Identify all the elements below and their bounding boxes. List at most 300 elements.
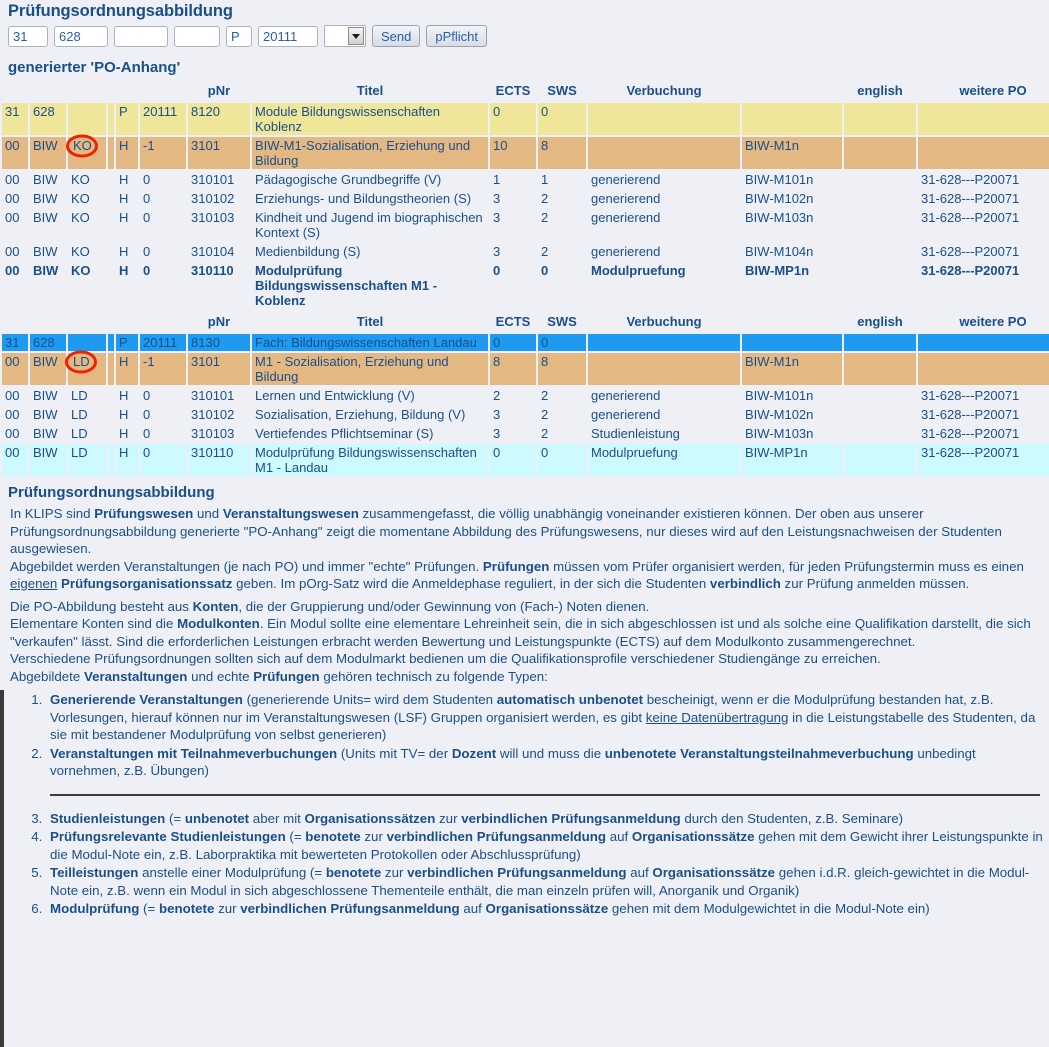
list-item-emph: Organisationssätze <box>652 865 776 880</box>
section-divider <box>50 794 1040 796</box>
th-verbuchung: Verbuchung <box>626 314 702 329</box>
cell-spacer <box>108 171 114 188</box>
list-item-text: auf <box>606 829 632 844</box>
cell-ects: 0 <box>493 263 501 278</box>
p2-a: Abgebildet werden Veranstaltungen (je nach PO) und immer "echte" Prüfungen. <box>10 558 483 574</box>
cell-sub: 0 <box>140 444 186 476</box>
cell-verbuchung: generierend <box>591 407 661 422</box>
explanation-paragraph-3 <box>10 598 1045 616</box>
cell-spacer <box>108 190 114 207</box>
p1-d: zusammengefasst, die völlig unabhängig voneinander existieren können. Der oben aus unserer Prüfungsordnungsabbildung generierte "PO-Anhang" zeigt die momentane Abbildung des Prüfungswesens, nur dieses wird auf den Leistungsnachweisen der Studenten ausgewiesen. <box>10 506 1002 556</box>
cell-verbuchung <box>588 334 740 351</box>
table-row <box>2 425 1049 442</box>
th-pnr: pNr <box>207 314 231 329</box>
th-english: english <box>857 314 903 329</box>
cell-sws: 0 <box>538 103 586 135</box>
cell-key-2: BIW <box>33 172 58 187</box>
cell-spacer <box>108 334 114 351</box>
list-item-text: (generierende Units= wird dem Studenten <box>242 692 497 707</box>
list-item-emph: verbindlichen Prüfungsanmeldung <box>240 901 460 916</box>
cell-pnr: 3101 <box>188 137 250 169</box>
list-item-text: zur <box>381 865 408 880</box>
th-titel: Titel <box>356 314 384 329</box>
list-item-emph: Organisationssätze <box>631 829 755 844</box>
cell-weitere-po: 31-628---P20071 <box>921 210 1020 225</box>
p6-c: und echte <box>187 668 254 684</box>
cell-type: H <box>119 244 129 259</box>
circled-code <box>71 138 94 153</box>
cell-titel: Fach: Bildungswissenschaften Landau <box>252 334 488 351</box>
list-item-emph: benotete <box>158 901 215 916</box>
cell-ects: 10 <box>490 137 536 169</box>
explanation-heading: Prüfungsordnungsabbildung <box>8 484 215 501</box>
cell-key-1: 31 <box>2 334 28 351</box>
cell-sub: 0 <box>143 191 151 206</box>
cell-sub: -1 <box>140 353 186 385</box>
cell-key-3 <box>68 137 106 169</box>
cell-english <box>844 444 916 476</box>
cell-ects: 3 <box>493 210 501 225</box>
p1-c: und <box>193 506 223 521</box>
cell-key-2: BIW <box>30 353 66 385</box>
cell-english <box>844 243 916 260</box>
cell-key-3: LD <box>68 444 106 476</box>
cell-titel: Kindheit und Jugend im biographischen Kontext (S) <box>255 210 483 240</box>
explanation-paragraph-4 <box>10 615 1045 650</box>
cell-ects: 0 <box>490 334 536 351</box>
cell-ects: 3 <box>493 191 501 206</box>
cell-sws: 1 <box>541 172 549 187</box>
list-item-emph: verbindlichen Prüfungsanmeldung <box>386 829 607 844</box>
cell-key-3: KO <box>71 263 91 278</box>
cell-english <box>844 137 916 169</box>
cell-weitere-po: 31-628---P20071 <box>921 426 1020 441</box>
list-item-title: Veranstaltungen mit Teilnahmeverbuchungen <box>50 745 338 761</box>
cell-sub: -1 <box>140 137 186 169</box>
cell-key-3: LD <box>71 388 88 403</box>
cell-key-1: 00 <box>5 172 20 187</box>
cell-pnr: 310102 <box>191 191 235 206</box>
cell-titel: BIW-M1-Sozialisation, Erziehung und Bildung <box>252 137 488 169</box>
cell-type: H <box>119 191 129 206</box>
types-list-part2 <box>0 810 1049 918</box>
p2-bold-3: verbindlich <box>709 576 781 591</box>
cell-key-2: BIW <box>30 137 66 169</box>
cell-ects: 8 <box>490 353 536 385</box>
cell-key-3 <box>68 353 106 385</box>
cell-type: H <box>116 137 138 169</box>
cell-type: P <box>116 103 138 135</box>
th-blank-7 <box>742 313 842 332</box>
cell-verbuchung: generierend <box>591 191 661 206</box>
cell-english <box>844 353 916 385</box>
cell-english <box>844 103 916 135</box>
cell-sws: 2 <box>541 407 549 422</box>
cell-pnr: 310110 <box>188 444 250 476</box>
th-blank-2 <box>30 313 66 332</box>
cell-key-2: 628 <box>30 103 66 135</box>
cell-type: P <box>116 334 138 351</box>
cell-english <box>844 387 916 404</box>
cell-key-1: 00 <box>5 426 20 441</box>
list-item-text: will und muss die <box>496 745 605 761</box>
cell-sub: 0 <box>143 244 151 259</box>
th-sws: SWS <box>547 314 577 329</box>
cell-spacer <box>108 243 114 260</box>
cell-key-3: LD <box>71 407 88 422</box>
cell-ects: 3 <box>493 426 501 441</box>
chevron-down-icon <box>348 27 364 45</box>
th-english: english <box>857 83 903 98</box>
p6-bold-2: Prüfungen <box>253 668 320 684</box>
table-row <box>2 353 1049 385</box>
cell-kuerzel: BIW-M1n <box>742 353 842 385</box>
po-term-field[interactable] <box>258 26 318 47</box>
list-item <box>46 691 1049 744</box>
cell-ects: 1 <box>493 172 501 187</box>
th-pnr: pNr <box>207 83 231 98</box>
p2-e: geben. Im pOrg-Satz wird die Anmeldephase reguliert, in der sich die Studenten <box>232 576 710 591</box>
cell-type: H <box>119 407 129 422</box>
list-item-text: auf <box>459 901 486 916</box>
explanation-paragraph-1 <box>10 505 1045 558</box>
cell-key-1: 00 <box>2 353 28 385</box>
list-item-emph: verbindlichen Prüfungsanmeldung <box>407 865 627 880</box>
cell-ects: 0 <box>490 103 536 135</box>
cell-key-1: 00 <box>2 444 28 476</box>
p6-a: Abgebildete <box>10 668 84 684</box>
cell-verbuchung: generierend <box>591 244 661 259</box>
list-item-emph: benotete <box>325 865 382 880</box>
list-item-emph: Organisationssätze <box>485 901 609 916</box>
cell-sub: 20111 <box>140 103 186 135</box>
table-header-row <box>2 313 1049 332</box>
cell-kuerzel: BIW-M103n <box>745 210 814 225</box>
cell-sub: 20111 <box>140 334 186 351</box>
table-row <box>2 444 1049 476</box>
cell-english <box>844 190 916 207</box>
cell-key-1: 00 <box>2 137 28 169</box>
types-list-part1 <box>0 691 1049 780</box>
list-item-text: zur <box>360 829 387 844</box>
table-row <box>2 262 1049 309</box>
cell-key-2: BIW <box>33 210 58 225</box>
cell-titel: Modulprüfung Bildungswissenschaften M1 - Koblenz <box>255 263 438 308</box>
cell-sub: 0 <box>143 263 151 278</box>
list-item-title: Teilleistungen <box>50 865 139 880</box>
cell-weitere-po: 31-628---P20071 <box>921 172 1020 187</box>
cell-sws: 0 <box>538 444 586 476</box>
list-item-emph: verbindlichen Prüfungsanmeldung <box>461 810 681 826</box>
cell-verbuchung <box>588 353 740 385</box>
cell-pnr: 8130 <box>188 334 250 351</box>
list-item <box>46 745 1049 780</box>
cell-titel: Pädagogische Grundbegriffe (V) <box>255 172 442 187</box>
table-row <box>2 209 1049 241</box>
list-item-title: Modulprüfung <box>50 901 140 916</box>
cell-spacer <box>108 425 114 442</box>
th-blank-5 <box>116 82 138 101</box>
cell-pnr: 310103 <box>191 210 235 225</box>
list-item-text: gehen mit dem Modulgewichtet in die Modul-Note ein) <box>608 901 930 916</box>
cell-verbuchung: Studienleistung <box>591 426 680 441</box>
cell-kuerzel: BIW-M104n <box>745 244 814 259</box>
cell-titel: Module Bildungswissenschaften Koblenz <box>252 103 488 135</box>
po-query-form <box>0 21 1049 53</box>
list-item-text: in die Leistungstabelle des Studenten, da sie mit bestandener Modulprüfung von selbst generieren) <box>50 709 1036 742</box>
cell-key-1: 00 <box>5 407 20 422</box>
cell-type: H <box>116 353 138 385</box>
cell-kuerzel <box>742 334 842 351</box>
table-row <box>2 103 1049 135</box>
list-item-emph: unbenotet <box>184 810 250 826</box>
list-item-title: Generierende Veranstaltungen <box>50 692 243 707</box>
cell-weitere-po: 31-628---P20071 <box>921 263 1020 278</box>
th-ects: ECTS <box>495 83 531 98</box>
list-item <box>46 864 1049 899</box>
cell-key-1: 00 <box>5 244 20 259</box>
p4-c: . Ein Modul sollte eine elementare Lehreinheit sein, die in sich abgeschlossen ist und als solche eine Qualifikation darstellt, die sich "verkaufen" lässt. Sind die erforderlichen Leistungen erbracht werden Bewertung und Leistungspunkte (ECTS) auf dem Modulkonto zusammengerechnet. <box>10 616 1031 649</box>
cell-sws: 0 <box>538 334 586 351</box>
cell-spacer <box>108 137 114 169</box>
cell-key-2: 628 <box>30 334 66 351</box>
cell-ects: 2 <box>493 388 501 403</box>
table-row <box>2 406 1049 423</box>
table-row <box>2 171 1049 188</box>
po-table-landau <box>0 311 1049 478</box>
p6-bold-1: Veranstaltungen <box>83 668 188 684</box>
cell-weitere-po <box>918 334 1049 351</box>
cell-titel: Medienbildung (S) <box>255 244 361 259</box>
cell-kuerzel: BIW-M102n <box>745 191 814 206</box>
po-table-koblenz <box>0 80 1049 311</box>
cell-key-1: 00 <box>5 263 20 278</box>
cell-spacer <box>108 406 114 423</box>
cell-english <box>844 262 916 309</box>
cell-kuerzel: BIW-M102n <box>745 407 814 422</box>
table-row <box>2 334 1049 351</box>
list-item-text: durch den Studenten, z.B. Seminare) <box>680 810 904 826</box>
cell-sub: 0 <box>143 210 151 225</box>
cell-key-2: BIW <box>33 407 58 422</box>
cell-key-1: 31 <box>2 103 28 135</box>
cell-weitere-po <box>918 137 1049 169</box>
cell-type: H <box>119 426 129 441</box>
cell-kuerzel: BIW-M1n <box>742 137 842 169</box>
p1-bold-2: Veranstaltungswesen <box>222 506 359 521</box>
cell-key-2: BIW <box>33 244 58 259</box>
p1-a: In KLIPS sind <box>10 506 95 521</box>
p4-bold: Modulkonten <box>177 616 260 631</box>
cell-kuerzel: BIW-MP1n <box>742 444 842 476</box>
list-item-title: Studienleistungen <box>50 810 166 826</box>
cell-key-2: BIW <box>33 388 58 403</box>
cell-verbuchung: generierend <box>591 172 661 187</box>
cell-titel: Sozialisation, Erziehung, Bildung (V) <box>255 407 466 422</box>
th-blank-4 <box>108 82 114 101</box>
cell-english <box>844 171 916 188</box>
cell-type: H <box>119 263 129 278</box>
list-item-emph: Organisationssätzen <box>304 810 436 826</box>
cell-type: H <box>119 210 129 225</box>
po-type-field[interactable] <box>226 26 252 47</box>
cell-sub: 0 <box>143 388 151 403</box>
cell-weitere-po: 31-628---P20071 <box>921 191 1020 206</box>
cell-pnr: 8120 <box>188 103 250 135</box>
cell-english <box>844 334 916 351</box>
cell-key-2: BIW <box>33 263 59 278</box>
cell-weitere-po: 31-628---P20071 <box>918 444 1049 476</box>
list-item-text: gehen i.d.R. gleich-gewichtet in die Modul-Note ein, z.B. wenn ein Modul in sich abgeschlossene Thementeile enthält, die man einzeln prüfen will, Anorganik und Organik) <box>50 865 1030 898</box>
cell-pnr: 310101 <box>191 388 235 403</box>
th-blank-6 <box>140 82 186 101</box>
cell-pnr: 3101 <box>188 353 250 385</box>
cell-pnr: 310102 <box>191 407 235 422</box>
list-item-text: (Units mit TV= der <box>337 745 452 761</box>
cell-sws: 2 <box>541 210 549 225</box>
cell-english <box>844 406 916 423</box>
ppflicht-button[interactable]: pPflicht <box>426 25 487 47</box>
list-item-emph: unbenotete Veranstaltungsteilnahmeverbuchung <box>604 745 914 761</box>
cell-pnr: 310110 <box>191 263 234 278</box>
cell-sws: 8 <box>538 353 586 385</box>
cell-titel: Erziehungs- und Bildungstheorien (S) <box>255 191 472 206</box>
table-header-row <box>2 82 1049 101</box>
po-anhang-heading: generierter 'PO-Anhang' <box>8 59 181 76</box>
cell-key-3: LD <box>71 426 88 441</box>
list-item-text: aber mit <box>249 810 305 826</box>
p3-c: , die der Gruppierung und/oder Gewinnung von (Fach-) Noten dienen. <box>238 598 650 614</box>
list-item-text: gehen mit dem Gewicht ihrer Leistungspunkte in die Modul-Note ein, z.B. Laborpraktika mit bewerteten Protokollen oder Abschlussprüfung) <box>50 829 1043 862</box>
po-version-field[interactable] <box>8 26 48 47</box>
po-extra-field[interactable] <box>174 26 220 47</box>
list-item-text: zur <box>214 901 241 916</box>
cell-key-3: KO <box>71 191 90 206</box>
cell-weitere-po: 31-628---P20071 <box>921 407 1020 422</box>
po-table-body-landau <box>2 334 1049 476</box>
cell-ects: 3 <box>493 407 501 422</box>
p2-bold-2: Prüfungsorganisationssatz <box>61 576 233 591</box>
cell-key-1: 00 <box>5 388 20 403</box>
cell-sws: 2 <box>541 388 549 403</box>
cell-verbuchung <box>588 103 740 135</box>
list-item-text: (= <box>139 901 159 916</box>
th-weitere-po: weitere PO <box>959 83 1027 98</box>
cell-key-2: BIW <box>30 444 66 476</box>
p2-bold-1: Prüfungen <box>482 558 550 574</box>
list-item <box>46 828 1049 863</box>
send-button[interactable]: Send <box>372 25 420 47</box>
list-item <box>46 900 1049 918</box>
p2-c: müssen vom Prüfer organisiert werden, für jeden Prüfungstermin muss es einen <box>549 558 1024 574</box>
cell-sws: 2 <box>541 426 549 441</box>
cell-key-3: KO <box>71 172 90 187</box>
p2-f: zur Prüfung anmelden müssen. <box>780 576 970 591</box>
th-blank-5 <box>116 313 138 332</box>
explanation-paragraph-5: Verschiedene Prüfungsordnungen sollten sich auf dem Modulmarkt bedienen um die Qualifikationsprofile verschiedener Studiengänge zu erreichen. <box>10 651 881 666</box>
po-variant-select[interactable] <box>324 25 366 47</box>
cell-spacer <box>108 353 114 385</box>
list-item-text: zur <box>435 810 462 826</box>
list-item-emph: automatisch unbenotet <box>496 692 644 707</box>
cell-key-3: KO <box>71 244 90 259</box>
cell-key-3 <box>68 334 106 351</box>
cell-kuerzel <box>742 103 842 135</box>
cell-weitere-po <box>918 353 1049 385</box>
cell-pnr: 310101 <box>191 172 235 187</box>
cell-weitere-po: 31-628---P20071 <box>921 244 1020 259</box>
cell-key-2: BIW <box>33 191 58 206</box>
list-item-text: anstelle einer Modulprüfung (= <box>138 865 326 880</box>
cell-spacer <box>108 387 114 404</box>
p2-underline: eigenen <box>10 576 58 591</box>
cell-key-2: BIW <box>33 426 58 441</box>
cell-titel: Modulprüfung Bildungswissenschaften M1 - Landau <box>252 444 488 476</box>
cell-type: H <box>119 172 129 187</box>
th-ects: ECTS <box>495 314 531 329</box>
cell-key-1: 00 <box>5 191 20 206</box>
list-item-text: auf <box>626 865 653 880</box>
cell-ects: 0 <box>490 444 536 476</box>
p4-a: Elementare Konten sind die <box>10 616 178 631</box>
cell-spacer <box>108 262 114 309</box>
cell-sub: 0 <box>143 172 151 187</box>
list-item-text: (= <box>165 810 185 826</box>
po-number-field[interactable] <box>54 26 108 47</box>
list-item-emph: Dozent <box>451 745 497 761</box>
th-weitere-po: weitere PO <box>959 314 1027 329</box>
cell-key-3 <box>68 103 106 135</box>
th-blank-3 <box>68 82 106 101</box>
cell-verbuchung: Modulpruefung <box>591 263 686 278</box>
th-blank-1 <box>2 82 28 101</box>
cell-english <box>844 209 916 241</box>
list-item-text: unbedingt vornehmen, z.B. Übungen) <box>50 745 976 778</box>
page-title: Prüfungsordnungsabbildung <box>8 2 233 20</box>
cell-sub: 0 <box>143 407 151 422</box>
cell-sws: 0 <box>541 263 549 278</box>
cell-sws: 2 <box>541 244 549 259</box>
list-item-title: Prüfungsrelevante Studienleistungen <box>50 829 286 844</box>
cell-verbuchung: Modulpruefung <box>588 444 740 476</box>
explanation-paragraph-2 <box>10 558 1045 593</box>
list-item-text: (= <box>285 829 306 844</box>
cell-spacer <box>108 209 114 241</box>
cell-sws: 2 <box>541 191 549 206</box>
cell-kuerzel: BIW-M101n <box>745 388 814 403</box>
list-item-emph: benotete <box>305 829 361 844</box>
list-item <box>46 810 1049 828</box>
th-blank-2 <box>30 82 66 101</box>
cell-titel: Vertiefendes Pflichtseminar (S) <box>255 426 434 441</box>
th-blank-1 <box>2 313 28 332</box>
cell-spacer <box>108 103 114 135</box>
circled-code-text: LD <box>73 354 90 369</box>
cell-kuerzel: BIW-M101n <box>745 172 814 187</box>
left-edge-rail <box>0 690 4 1047</box>
explanation-text <box>0 505 1049 685</box>
table-row <box>2 190 1049 207</box>
cell-type: H <box>116 444 138 476</box>
cell-titel: M1 - Sozialisation, Erziehung und Bildung <box>252 353 488 385</box>
cell-english <box>844 425 916 442</box>
cell-sub: 0 <box>143 426 151 441</box>
po-part-field[interactable] <box>114 26 168 47</box>
cell-sws: 8 <box>538 137 586 169</box>
cell-key-3: KO <box>71 210 90 225</box>
cell-ects: 3 <box>493 244 501 259</box>
table-row <box>2 243 1049 260</box>
